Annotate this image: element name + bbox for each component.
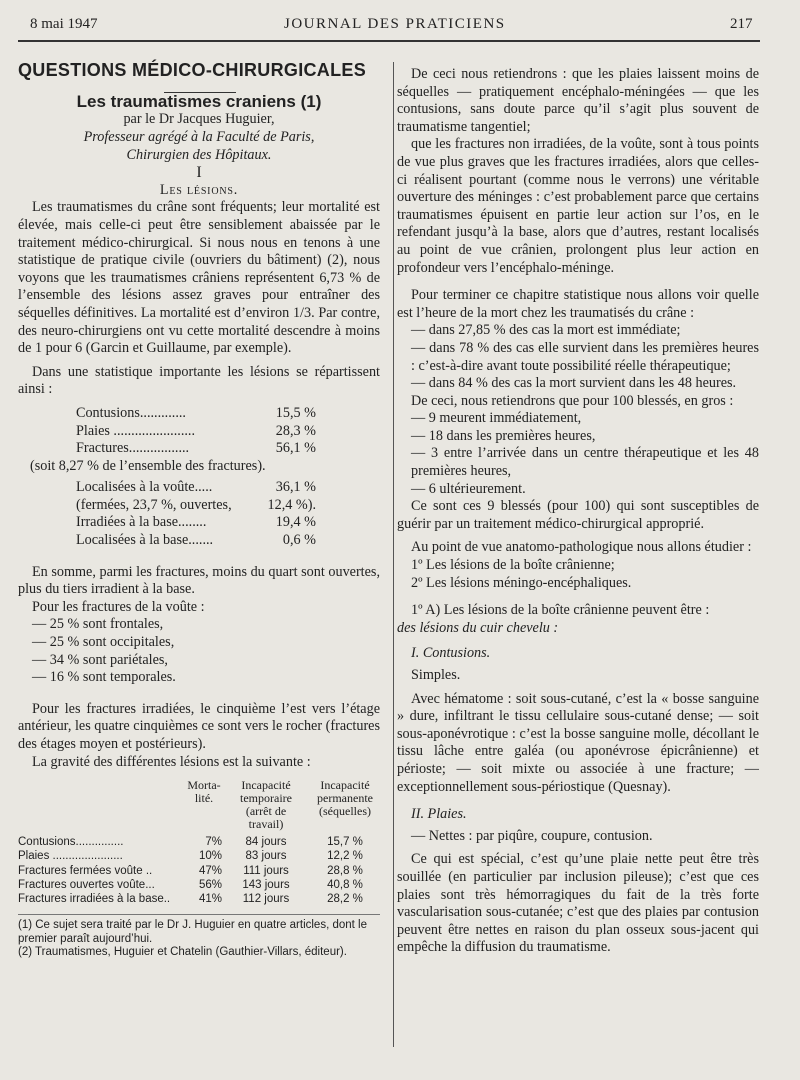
list-item: — 6 ultérieurement. [411, 480, 526, 497]
paragraph: Les traumatismes du crâne sont fréquents; leur mortalité est élevée, mais celle-ci peut être sensiblement abaissée par le traitement médico-chirurgical. Si nous nous en tenons à une statistique de pratique civile (ouvriers du bâtiment) (2), nous voyons que les traumatismes crâniens représentent 6,73 % de l’ensemble des lésions assez graves pour entraîner des séquelles définitives. La mortalité est d’environ 1/3. Par contre, des neuro-chirurgiens ont vu cette mortalité descendre à moins de 1 pour 6 (Garcin et Guillaume, par exemple). [18, 199, 380, 357]
subheading-simples: Simples. [411, 667, 461, 683]
list-item: — dans 27,85 % des cas la mort est immédiate; [411, 322, 681, 339]
heading-plaies: II. Plaies. [411, 806, 467, 823]
author-role-1: Professeur agrégé à la Faculté de Paris, [83, 129, 315, 146]
subheading-lesions: Les lésions. [159, 181, 239, 198]
stat-row: Fractures................. 56,1 % [76, 440, 316, 457]
list-item: — 18 dans les premières heures, [411, 427, 596, 444]
list-item: — 16 % sont temporales. [32, 669, 176, 686]
author-role-2: Chirurgien des Hôpitaux. [126, 147, 272, 164]
stats-note: (soit 8,27 % de l’ensemble des fractures). [30, 457, 266, 474]
paragraph: La gravité des différentes lésions est la suivante : [32, 753, 311, 770]
journal-title: JOURNAL DES PRATICIENS [284, 16, 506, 32]
paragraph: Avec hématome : soit sous-cutané, c’est la « bosse sanguine » dure, infiltrant le tissu cellulaire sous-cutané dense; — soit sous-aponévrotique : c’est la bosse sanguine molle, décollant le tissu lâche entre galéa (ou aponévrose épicrânienne) et périoste; — soit mixte ou associée à une fracture; — exceptionnellement sous-périostique (Quesnay). [397, 690, 759, 795]
left-column [18, 62, 380, 960]
lesion-stats [76, 405, 380, 458]
author-line: par le Dr Jacques Huguier, [123, 111, 275, 128]
stat-row: Localisées à la base....... 0,6 % [76, 532, 316, 549]
table-row: Fractures fermées voûte .. 47% 111 jours 28,8 % [18, 864, 363, 877]
paragraph: En somme, parmi les fractures, moins du quart sont ouvertes, plus du tiers irradient à la base. [18, 563, 380, 598]
stat-row: Localisées à la voûte..... 36,1 % [76, 479, 316, 496]
column-header: Incapacité temporaire (arrêt de travail) [240, 778, 292, 832]
list-item: — dans 78 % des cas elle survient dans les premières heures : c’est-à-dire avant toute possibilité réelle thérapeutique; [411, 339, 759, 374]
header-rule [18, 40, 760, 42]
paragraph: — Nettes : par piqûre, coupure, contusion. [411, 827, 653, 844]
page-number: 217 [730, 16, 753, 32]
list-item: — 25 % sont occipitales, [32, 634, 175, 651]
paragraph: Pour les fractures de la voûte : [32, 598, 205, 615]
paragraph: Pour terminer ce chapitre statistique nous allons voir quelle est l’heure de la mort chez les traumatisés du crâne : [397, 287, 759, 321]
column-header: Morta- lité. [187, 778, 221, 806]
footnote-2: (2) Traumatismes, Huguier et Chatelin (Gauthier-Villars, éditeur). [18, 946, 347, 959]
hundred-wounded-list [411, 410, 759, 498]
table-row: Fractures irradiées à la base.. 41% 112 jours 28,2 % [18, 893, 363, 905]
severity-table [18, 835, 380, 906]
paragraph: De ceci, nous retiendrons que pour 100 blessés, en gros : [411, 392, 734, 409]
stat-row: Plaies ....................... 28,3 % [76, 422, 316, 439]
stat-row: (fermées, 23,7 %, ouvertes, 12,4 %). [76, 496, 316, 513]
issue-date: 8 mai 1947 [30, 16, 98, 32]
vault-list [32, 616, 380, 686]
study-item: 1º Les lésions de la boîte crânienne; [411, 557, 615, 574]
paragraph: 1º A) Les lésions de la boîte crânienne peuvent être : [411, 602, 710, 619]
footnote-1: (1) Ce sujet sera traité par le Dr J. Huguier en quatre articles, dont le premier paraît aujourd’hui. [18, 919, 367, 945]
section-title: QUESTIONS MÉDICO-CHIRURGICALES [18, 60, 367, 80]
article-title: Les traumatismes craniens (1) [76, 91, 322, 111]
stat-row: Irradiées à la base........ 19,4 % [76, 514, 316, 531]
paragraph: Au point de vue anatomo-pathologique nous allons étudier : [411, 539, 752, 556]
column-divider [393, 62, 394, 1047]
paragraph-italic: des lésions du cuir chevelu : [397, 619, 559, 636]
paragraph: Ce sont ces 9 blessés (pour 100) qui sont susceptibles de guérir par un traitement médico-chirurgical approprié. [397, 498, 759, 532]
severity-table-header [18, 779, 380, 831]
list-item: — 3 entre l’arrivée dans un centre thérapeutique et les 48 premières heures, [411, 445, 759, 480]
list-item: — 25 % sont frontales, [32, 616, 164, 633]
paragraph: Pour les fractures irradiées, le cinquième l’est vers l’étage antérieur, les quatre cinquièmes ce sont vers le rocher (fractures des étages moyen et postérieurs). [18, 700, 380, 752]
stat-row: Contusions............. 15,5 % [76, 404, 316, 421]
fracture-stats [76, 479, 380, 549]
list-item: — dans 84 % des cas la mort survient dans les 48 heures. [411, 375, 737, 392]
list-item: — 9 meurent immédiatement, [411, 410, 582, 427]
paragraph: Ce qui est spécial, c’est qu’une plaie nette peut être très souillée (en particulier par inclusion pileuse); c’est que ces plaies sont très hémorragiques du fait de la très forte vascularisation sous-cutanée; c’est que des plaies par contusion peuvent être nettes en raison du plan osseux sous-jacent qui empêche la diffusion du traumatisme. [397, 851, 759, 956]
death-time-list [411, 322, 759, 392]
list-item: — 34 % sont pariétales, [32, 651, 168, 668]
part-number: I [196, 164, 202, 182]
heading-contusions: I. Contusions. [411, 645, 491, 662]
paragraph: Dans une statistique importante les lésions se répartissent ainsi : [18, 363, 380, 398]
study-item: 2º Les lésions méningo-encéphaliques. [411, 574, 632, 591]
paragraph: que les fractures non irradiées, de la voûte, sont à tous points de vue plus graves que les fractures irradiées, alors que celles-ci réalisent pourtant (comme nous le verrons) une véritable ouverture des méninges : c’est probablement parce que certains traumatismes épuisent en partie leur action sur l’os, en le refendant jusqu’à la base, alors que d’autres, restant localisés au point de vue crânien, prolongent plus leur action en profondeur vers l’encéphalo-méninge. [397, 136, 759, 276]
column-header: Incapacité permanente (séquelles) [317, 778, 373, 819]
table-row: Contusions............... 7% 84 jours 15,7 % [18, 836, 363, 849]
right-column [397, 66, 759, 957]
paragraph: De ceci nous retiendrons : que les plaies laissent moins de séquelles — pratiquement encéphalo-méningées — que les contusions, sans doute parce qu’il s’agit plus souvent de traumatisme tangentiel; [397, 66, 759, 135]
table-row: Plaies ...................... 10% 83 jours 12,2 % [18, 850, 363, 863]
table-row: Fractures ouvertes voûte... 56% 143 jours 40,8 % [18, 878, 363, 891]
footnote-rule [18, 914, 380, 915]
